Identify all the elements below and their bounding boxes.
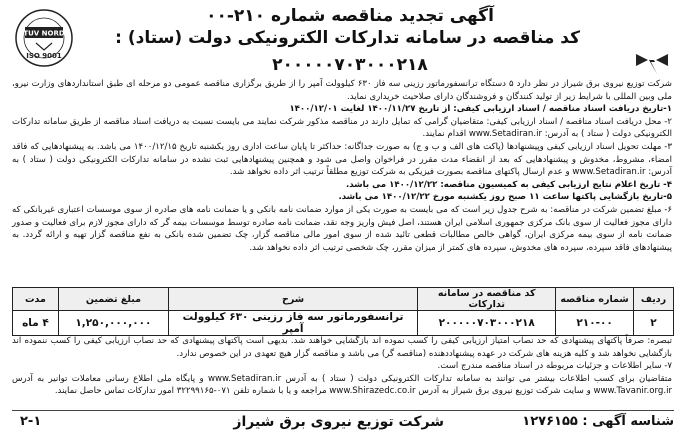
notice-title: آگهی تجدید مناقصه شماره ۲۱۰-۰۰ — [206, 6, 494, 26]
logo-iso-text: ISO 9001 — [26, 52, 62, 60]
item-3: ۳- مهلت تحویل اسناد ارزیابی کیفی وپیشنهادها (پاکت های الف و ب و ج) به صورت جداگانه: حداکثر تا پایان ساعت اداری روز یکشنبه تاریخ ۱۴۰۰/۱۲/۱۵ می باشد. به پیشنهادهایی که فاقد امضاء، مشروط، مخدوش و پیشنهادهایی که بعد از انقضاء مدت مقرر در فراخوان واصل می شود و همچنین پیشنهادهایی ثبت نشده در سامانه تدارکات الکترونیکی دولت ( ستاد ) به آدرس: www.Setadiran.ir و عدم ارسال پاکتهای مناقصه بصورت فیزیکی به شرکت توزیع مطلقاً ترتیب اثر داده نخواهد شد. — [12, 141, 672, 178]
guarantee-amount-cell: ۱,۲۵۰,۰۰۰,۰۰۰ — [58, 311, 168, 336]
logo-brand-text: TUV NORD — [23, 29, 65, 38]
tender-number-cell: ۲۱۰-۰۰ — [556, 311, 634, 336]
tender-code: ۲۰۰۰۰۰۷۰۳۰۰۰۲۱۸ — [272, 55, 428, 75]
intro-paragraph: شرکت توزیع نیروی برق شیراز در نظر دارد ۵ دستگاه ترانسفورماتور رزینی سه فاز ۶۳۰ کیلوولت آمپر را از طریق برگزاری مناقصه عمومی دو مرحله ای طبق استانداردهای وزارت نیرو، ملی وبین المللی با شرایط زیر از تولید کنندگان و فروشندگان دارای صلاحیت خریداری نماید. — [12, 79, 673, 102]
table-row — [13, 311, 674, 336]
description-cell: ترانسفورماتور سه فاز رزینی ۶۳۰ کیلوولت آمپر — [168, 311, 417, 336]
note-1: تبصره: صرفاً پاکتهای پیشنهادی که حد نصاب امتیاز ارزیابی کیفی را کسب نموده اند بازگشایی خواهند شد. بدیهی است پاکتهای پیشنهادی که حد نصاب ارزیابی کیفی را کسب ننموده اند بازگشایی نخواهد شد و کلیه هزینه های شرکت در عهده پیشنهاددهنده (مناقصه گر) می باشد و مناقصه گزار هیچ تعهدی در این خصوص ندارد. — [12, 336, 672, 359]
footer — [12, 414, 674, 436]
ad-number: شناسه آگهی : ۱۲۷۶۱۵۵ — [522, 414, 674, 429]
notice-body — [12, 78, 672, 254]
table-header: کد مناقصه در سامانه تدارکات — [418, 288, 556, 311]
item-6: ۶- مبلغ تضمین شرکت در مناقصه: به شرح جدول زیر است که می بایست به صورت یکی از موارد ضمانت نامه بانکی و یا ضمانت نامه های صادره از سوی موسسات اعتباری غیربانکی که دارای مجوز فعالیت از سوی بانک مرکزی جمهوری اسلامی ایران هستند، اصل فیش واریز وجه نقد، ضمانت نامه صادره توسط موسسات بیمه گر که دارای مجوز لازم برای فعالیت و صدور ضمانت نامه از سوی بیمه مرکزی ایران، گواهی خالص مطالبات قطعی تائید شده از سوی امور مالی مناقصه گزار، چک تضمین شده بانکی به نفع مناقصه گزار تهیه و ارائه گردد. به پیشنهادهای فاقد سپرده، سپرده های مخدوش، سپرده های کمتر از میزان مقرر، چک شخصی ترتیب اثر داده نخواهد شد. — [12, 204, 672, 253]
notice-notes — [12, 335, 672, 398]
table-header: شماره مناقصه — [556, 288, 634, 311]
note-3: متقاضیان برای کسب اطلاعات بیشتر می توانند به سامانه تدارکات الکترونیکی دولت ( ستاد ) به آدرس www.Setadiran.ir و پایگاه ملی اطلاع رسانی معاملات توانیر به آدرس www.Tavanir.org.ir و سایت شرکت توزیع نیروی برق شیراز به آدرس www.Shirazedc.co.ir مراجعه و یا با شماره تلفن ۰۷۱-۳۲۲۹۹۱۶۵ امور تدارکات تماس حاصل نمایند. — [12, 373, 672, 397]
duration-cell: ۴ ماه — [13, 311, 59, 336]
tuv-nord-certification-logo — [14, 8, 74, 68]
item-4: ۴- تاریخ اعلام نتایج ارزیابی کیفی به کمیسیون مناقصه: ۱۴۰۰/۱۲/۲۲ می باشد. — [345, 179, 672, 190]
table-header: ردیف — [634, 288, 674, 311]
tender-code-cell: ۲۰۰۰۰۰۷۰۳۰۰۰۲۱۸ — [418, 311, 556, 336]
item-5: ۵-تاریخ بازگشایی پاکتها ساعت ۱۱ صبح روز یکشنبه مورخ ۱۴۰۰/۱۲/۲۲ می باشد. — [338, 192, 672, 203]
row-number-cell: ۲ — [634, 311, 674, 336]
table-header: شرح — [168, 288, 417, 311]
notice-subtitle: کد مناقصه در سامانه تدارکات الکترونیکی دولت (ستاد) : — [115, 28, 580, 48]
table-header: مدت — [13, 288, 59, 311]
note-2: ۷- سایر اطلاعات و جزئیات مربوطه در اسناد مناقصه مندرج است. — [437, 361, 672, 372]
item-1: ۱-تاریخ دریافت اسناد مناقصه / اسناد ارزیابی کیفی: از تاریخ ۱۴۰۰/۱۱/۲۷ لغایت ۱۴۰۰/۱۲/۰۱ — [289, 104, 672, 115]
page-number: ۲-۱ — [20, 414, 42, 429]
tender-table — [12, 287, 674, 336]
table-header-row — [13, 288, 674, 311]
company-name: شرکت توزیع نیروی برق شیراز — [233, 414, 444, 430]
table-header: مبلغ تضمین — [58, 288, 168, 311]
footer-divider — [12, 410, 674, 411]
item-2: ۲- محل دریافت اسناد مناقصه / اسناد ارزیابی کیفی: متقاضیان گرامی که تمایل دارند در مناقصه مذکور شرکت نمایند می بایست نسبت به دریافت اسناد مناقصه از طریق سامانه تدارکات الکترونیکی دولت ( ستاد ) به آدرس: www.Setadiran.ir اقدام نمایند. — [12, 116, 672, 140]
tavanir-logo-icon — [632, 40, 672, 80]
